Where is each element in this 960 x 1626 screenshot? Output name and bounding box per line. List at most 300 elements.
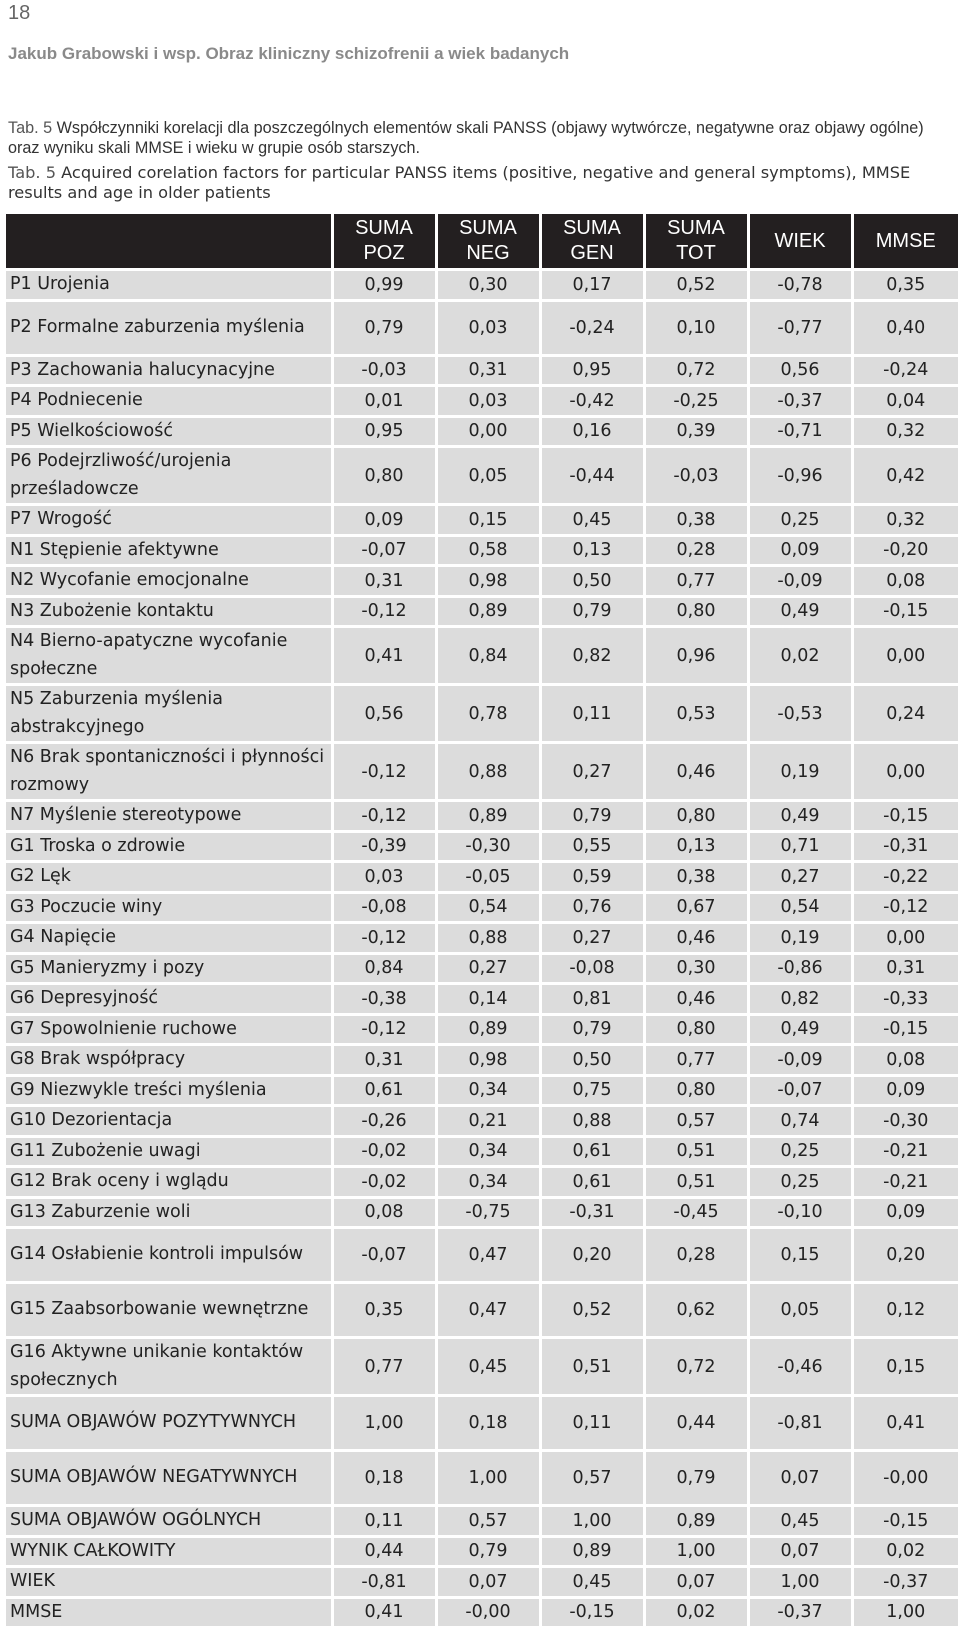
table-row bbox=[6, 743, 958, 801]
cell-value: 0,79 bbox=[540, 1014, 644, 1045]
cell-value: 0,61 bbox=[332, 1075, 436, 1106]
cell-value: 0,50 bbox=[540, 566, 644, 597]
cell-value: 0,38 bbox=[644, 505, 748, 536]
cell-value: 0,00 bbox=[436, 416, 540, 447]
cell-value: 0,28 bbox=[644, 535, 748, 566]
table-row bbox=[6, 1536, 958, 1567]
cell-value: -0,08 bbox=[332, 892, 436, 923]
table-row bbox=[6, 447, 958, 505]
table-row bbox=[6, 1075, 958, 1106]
header-cell-empty bbox=[6, 214, 332, 270]
cell-value: 0,35 bbox=[332, 1283, 436, 1338]
row-label: G9 Niezwykle treści myślenia bbox=[6, 1075, 332, 1106]
cell-value: 0,04 bbox=[852, 386, 958, 417]
cell-value: 0,51 bbox=[540, 1338, 644, 1396]
cell-value: 0,11 bbox=[540, 685, 644, 743]
cell-value: 0,77 bbox=[332, 1338, 436, 1396]
cell-value: -0,37 bbox=[852, 1567, 958, 1598]
cell-value: -0,24 bbox=[540, 300, 644, 355]
cell-value: 0,01 bbox=[332, 386, 436, 417]
header-suma-tot: SUMA TOT bbox=[644, 214, 748, 270]
cell-value: 0,02 bbox=[748, 627, 852, 685]
cell-value: 0,20 bbox=[540, 1228, 644, 1283]
cell-value: -0,12 bbox=[332, 801, 436, 832]
cell-value: 0,17 bbox=[540, 270, 644, 301]
cell-value: -0,37 bbox=[748, 1597, 852, 1626]
cell-value: -0,15 bbox=[852, 801, 958, 832]
cell-value: 0,44 bbox=[332, 1536, 436, 1567]
cell-value: 0,02 bbox=[852, 1536, 958, 1567]
cell-value: 0,79 bbox=[540, 596, 644, 627]
cell-value: 0,76 bbox=[540, 892, 644, 923]
cell-value: 0,27 bbox=[540, 743, 644, 801]
correlation-table bbox=[6, 214, 958, 1626]
cell-value: 0,80 bbox=[644, 1014, 748, 1045]
cell-value: -0,03 bbox=[644, 447, 748, 505]
cell-value: 0,24 bbox=[852, 685, 958, 743]
cell-value: 0,13 bbox=[540, 535, 644, 566]
cell-value: 0,32 bbox=[852, 505, 958, 536]
cell-value: 0,54 bbox=[436, 892, 540, 923]
cell-value: 0,40 bbox=[852, 300, 958, 355]
cell-value: 0,27 bbox=[748, 862, 852, 893]
cell-value: -0,46 bbox=[748, 1338, 852, 1396]
row-label: G7 Spowolnienie ruchowe bbox=[6, 1014, 332, 1045]
table-row bbox=[6, 505, 958, 536]
cell-value: 0,19 bbox=[748, 743, 852, 801]
cell-value: 0,77 bbox=[644, 1045, 748, 1076]
cell-value: 0,31 bbox=[332, 566, 436, 597]
cell-value: 0,95 bbox=[332, 416, 436, 447]
table-row bbox=[6, 1567, 958, 1598]
row-label: G12 Brak oceny i wglądu bbox=[6, 1167, 332, 1198]
cell-value: 1,00 bbox=[748, 1567, 852, 1598]
cell-value: 0,09 bbox=[852, 1075, 958, 1106]
cell-value: -0,12 bbox=[332, 1014, 436, 1045]
cell-value: 0,12 bbox=[852, 1283, 958, 1338]
cell-value: 0,07 bbox=[436, 1567, 540, 1598]
cell-value: -0,96 bbox=[748, 447, 852, 505]
table-row bbox=[6, 1136, 958, 1167]
cell-value: -0,37 bbox=[748, 386, 852, 417]
cell-value: 0,41 bbox=[332, 627, 436, 685]
table-row bbox=[6, 627, 958, 685]
cell-value: -0,15 bbox=[852, 596, 958, 627]
cell-value: 0,84 bbox=[332, 953, 436, 984]
cell-value: 0,57 bbox=[540, 1451, 644, 1506]
cell-value: 0,34 bbox=[436, 1136, 540, 1167]
row-label: N5 Zaburzenia myślenia abstrakcyjnego bbox=[6, 685, 332, 743]
cell-value: 0,79 bbox=[436, 1536, 540, 1567]
cell-value: 0,25 bbox=[748, 1136, 852, 1167]
cell-value: 0,62 bbox=[644, 1283, 748, 1338]
cell-value: -0,77 bbox=[748, 300, 852, 355]
cell-value: 0,51 bbox=[644, 1136, 748, 1167]
cell-value: 0,89 bbox=[436, 596, 540, 627]
table-row bbox=[6, 300, 958, 355]
cell-value: -0,30 bbox=[852, 1106, 958, 1137]
cell-value: 0,34 bbox=[436, 1167, 540, 1198]
header-suma-gen: SUMA GEN bbox=[540, 214, 644, 270]
row-label: N6 Brak spontaniczności i płynności rozmowy bbox=[6, 743, 332, 801]
row-label: G10 Dezorientacja bbox=[6, 1106, 332, 1137]
row-label: G16 Aktywne unikanie kontaktów społecznych bbox=[6, 1338, 332, 1396]
cell-value: 0,39 bbox=[644, 416, 748, 447]
cell-value: 0,08 bbox=[852, 1045, 958, 1076]
cell-value: 0,07 bbox=[748, 1536, 852, 1567]
cell-value: -0,39 bbox=[332, 831, 436, 862]
table-caption-english bbox=[8, 163, 954, 203]
cell-value: 0,75 bbox=[540, 1075, 644, 1106]
cell-value: 0,80 bbox=[644, 1075, 748, 1106]
cell-value: -0,81 bbox=[748, 1396, 852, 1451]
cell-value: -0,07 bbox=[332, 535, 436, 566]
table-row bbox=[6, 984, 958, 1015]
cell-value: -0,25 bbox=[644, 386, 748, 417]
cell-value: 0,10 bbox=[644, 300, 748, 355]
cell-value: 0,28 bbox=[644, 1228, 748, 1283]
cell-value: 0,35 bbox=[852, 270, 958, 301]
cell-value: 0,38 bbox=[644, 862, 748, 893]
cell-value: 0,82 bbox=[540, 627, 644, 685]
cell-value: 0,74 bbox=[748, 1106, 852, 1137]
caption-lead: Tab. 5 bbox=[8, 163, 56, 182]
page-number: 18 bbox=[8, 2, 31, 24]
row-label: SUMA OBJAWÓW OGÓLNYCH bbox=[6, 1506, 332, 1537]
cell-value: 0,72 bbox=[644, 355, 748, 386]
table-row bbox=[6, 1451, 958, 1506]
table-row bbox=[6, 270, 958, 301]
cell-value: 0,61 bbox=[540, 1167, 644, 1198]
cell-value: 0,07 bbox=[644, 1567, 748, 1598]
cell-value: -0,21 bbox=[852, 1167, 958, 1198]
row-label: P3 Zachowania halucynacyjne bbox=[6, 355, 332, 386]
cell-value: 0,25 bbox=[748, 1167, 852, 1198]
table-row bbox=[6, 1106, 958, 1137]
row-label: N7 Myślenie stereotypowe bbox=[6, 801, 332, 832]
cell-value: 0,51 bbox=[644, 1167, 748, 1198]
cell-value: 0,27 bbox=[436, 953, 540, 984]
cell-value: -0,12 bbox=[332, 923, 436, 954]
cell-value: 0,53 bbox=[644, 685, 748, 743]
cell-value: -0,75 bbox=[436, 1197, 540, 1228]
row-label: G3 Poczucie winy bbox=[6, 892, 332, 923]
row-label: G1 Troska o zdrowie bbox=[6, 831, 332, 862]
cell-value: 0,67 bbox=[644, 892, 748, 923]
cell-value: -0,38 bbox=[332, 984, 436, 1015]
cell-value: 0,80 bbox=[332, 447, 436, 505]
cell-value: 0,45 bbox=[748, 1506, 852, 1537]
cell-value: 0,00 bbox=[852, 743, 958, 801]
cell-value: 0,46 bbox=[644, 743, 748, 801]
cell-value: -0,12 bbox=[332, 596, 436, 627]
cell-value: 0,20 bbox=[852, 1228, 958, 1283]
cell-value: 1,00 bbox=[644, 1536, 748, 1567]
table-row bbox=[6, 831, 958, 862]
table-row bbox=[6, 1338, 958, 1396]
cell-value: -0,26 bbox=[332, 1106, 436, 1137]
cell-value: 0,49 bbox=[748, 801, 852, 832]
cell-value: 0,89 bbox=[540, 1536, 644, 1567]
cell-value: -0,00 bbox=[852, 1451, 958, 1506]
cell-value: 0,31 bbox=[436, 355, 540, 386]
cell-value: 0,45 bbox=[436, 1338, 540, 1396]
row-label: P2 Formalne zaburzenia myślenia bbox=[6, 300, 332, 355]
row-label: SUMA OBJAWÓW NEGATYWNYCH bbox=[6, 1451, 332, 1506]
cell-value: 0,79 bbox=[644, 1451, 748, 1506]
cell-value: 0,09 bbox=[852, 1197, 958, 1228]
table-row bbox=[6, 1045, 958, 1076]
cell-value: -0,81 bbox=[332, 1567, 436, 1598]
cell-value: 0,61 bbox=[540, 1136, 644, 1167]
cell-value: 0,88 bbox=[540, 1106, 644, 1137]
cell-value: 0,44 bbox=[644, 1396, 748, 1451]
cell-value: 0,32 bbox=[852, 416, 958, 447]
table-row bbox=[6, 953, 958, 984]
cell-value: 0,98 bbox=[436, 566, 540, 597]
cell-value: 0,30 bbox=[436, 270, 540, 301]
table-row bbox=[6, 1167, 958, 1198]
cell-value: 0,80 bbox=[644, 801, 748, 832]
caption-text: Acquired corelation factors for particular PANSS items (positive, negative and general symptoms), MMSE results and age in older patients bbox=[8, 163, 911, 202]
row-label: MMSE bbox=[6, 1597, 332, 1626]
table-row bbox=[6, 355, 958, 386]
row-label: N1 Stępienie afektywne bbox=[6, 535, 332, 566]
cell-value: -0,00 bbox=[436, 1597, 540, 1626]
row-label: G4 Napięcie bbox=[6, 923, 332, 954]
cell-value: 0,11 bbox=[332, 1506, 436, 1537]
cell-value: -0,45 bbox=[644, 1197, 748, 1228]
cell-value: -0,31 bbox=[852, 831, 958, 862]
cell-value: 0,00 bbox=[852, 923, 958, 954]
cell-value: 0,02 bbox=[644, 1597, 748, 1626]
row-label: P6 Podejrzliwość/urojenia prześladowcze bbox=[6, 447, 332, 505]
table-row bbox=[6, 596, 958, 627]
table-row bbox=[6, 923, 958, 954]
cell-value: 0,77 bbox=[644, 566, 748, 597]
cell-value: 0,13 bbox=[644, 831, 748, 862]
caption-text: Współczynniki korelacji dla poszczególnych elementów skali PANSS (objawy wytwórcze, negatywne oraz objawy ogólne) oraz wyniku skali MMSE i wieku w grupie osób starszych. bbox=[8, 119, 924, 157]
cell-value: 0,47 bbox=[436, 1228, 540, 1283]
cell-value: 0,11 bbox=[540, 1396, 644, 1451]
table-caption-polish bbox=[8, 118, 954, 158]
cell-value: 0,47 bbox=[436, 1283, 540, 1338]
cell-value: 0,56 bbox=[332, 685, 436, 743]
cell-value: 0,55 bbox=[540, 831, 644, 862]
cell-value: 0,59 bbox=[540, 862, 644, 893]
cell-value: -0,31 bbox=[540, 1197, 644, 1228]
cell-value: 0,14 bbox=[436, 984, 540, 1015]
row-label: P7 Wrogość bbox=[6, 505, 332, 536]
cell-value: -0,10 bbox=[748, 1197, 852, 1228]
cell-value: -0,44 bbox=[540, 447, 644, 505]
table-row bbox=[6, 1597, 958, 1626]
cell-value: 0,88 bbox=[436, 743, 540, 801]
header-wiek: WIEK bbox=[748, 214, 852, 270]
table-row bbox=[6, 685, 958, 743]
cell-value: 0,45 bbox=[540, 1567, 644, 1598]
header-row bbox=[6, 214, 958, 270]
row-label: G13 Zaburzenie woli bbox=[6, 1197, 332, 1228]
cell-value: -0,53 bbox=[748, 685, 852, 743]
cell-value: 0,05 bbox=[436, 447, 540, 505]
table-row bbox=[6, 1506, 958, 1537]
cell-value: -0,22 bbox=[852, 862, 958, 893]
cell-value: 0,41 bbox=[332, 1597, 436, 1626]
cell-value: 0,18 bbox=[332, 1451, 436, 1506]
table-row bbox=[6, 416, 958, 447]
cell-value: 0,21 bbox=[436, 1106, 540, 1137]
cell-value: 0,57 bbox=[436, 1506, 540, 1537]
cell-value: 0,45 bbox=[540, 505, 644, 536]
cell-value: 0,09 bbox=[748, 535, 852, 566]
cell-value: 0,05 bbox=[748, 1283, 852, 1338]
row-label: N3 Zubożenie kontaktu bbox=[6, 596, 332, 627]
row-label: G14 Osłabienie kontroli impulsów bbox=[6, 1228, 332, 1283]
caption-lead: Tab. 5 bbox=[8, 119, 53, 137]
row-label: G15 Zaabsorbowanie wewnętrzne bbox=[6, 1283, 332, 1338]
cell-value: 0,03 bbox=[436, 386, 540, 417]
cell-value: 0,71 bbox=[748, 831, 852, 862]
cell-value: 0,46 bbox=[644, 923, 748, 954]
cell-value: -0,02 bbox=[332, 1167, 436, 1198]
row-label: G6 Depresyjność bbox=[6, 984, 332, 1015]
cell-value: 0,42 bbox=[852, 447, 958, 505]
cell-value: 0,56 bbox=[748, 355, 852, 386]
table-row bbox=[6, 1014, 958, 1045]
cell-value: 0,19 bbox=[748, 923, 852, 954]
row-label: G2 Lęk bbox=[6, 862, 332, 893]
cell-value: 0,15 bbox=[852, 1338, 958, 1396]
cell-value: 0,82 bbox=[748, 984, 852, 1015]
cell-value: 0,58 bbox=[436, 535, 540, 566]
cell-value: -0,21 bbox=[852, 1136, 958, 1167]
cell-value: 1,00 bbox=[540, 1506, 644, 1537]
cell-value: -0,78 bbox=[748, 270, 852, 301]
cell-value: -0,33 bbox=[852, 984, 958, 1015]
cell-value: 0,27 bbox=[540, 923, 644, 954]
cell-value: 0,79 bbox=[540, 801, 644, 832]
cell-value: 0,99 bbox=[332, 270, 436, 301]
running-head: Jakub Grabowski i wsp. Obraz kliniczny schizofrenii a wiek badanych bbox=[8, 44, 570, 63]
cell-value: 0,49 bbox=[748, 1014, 852, 1045]
cell-value: 0,34 bbox=[436, 1075, 540, 1106]
cell-value: -0,03 bbox=[332, 355, 436, 386]
cell-value: 0,08 bbox=[332, 1197, 436, 1228]
row-label: WIEK bbox=[6, 1567, 332, 1598]
header-suma-poz: SUMA POZ bbox=[332, 214, 436, 270]
cell-value: 0,81 bbox=[540, 984, 644, 1015]
table-row bbox=[6, 801, 958, 832]
row-label: SUMA OBJAWÓW POZYTYWNYCH bbox=[6, 1396, 332, 1451]
row-label: P5 Wielkościowość bbox=[6, 416, 332, 447]
cell-value: 0,98 bbox=[436, 1045, 540, 1076]
row-label: WYNIK CAŁKOWITY bbox=[6, 1536, 332, 1567]
cell-value: 0,89 bbox=[644, 1506, 748, 1537]
cell-value: 0,00 bbox=[852, 627, 958, 685]
cell-value: 0,49 bbox=[748, 596, 852, 627]
cell-value: 0,80 bbox=[644, 596, 748, 627]
cell-value: 0,30 bbox=[644, 953, 748, 984]
row-label: G8 Brak współpracy bbox=[6, 1045, 332, 1076]
cell-value: 0,89 bbox=[436, 1014, 540, 1045]
row-label: P1 Urojenia bbox=[6, 270, 332, 301]
cell-value: 0,15 bbox=[748, 1228, 852, 1283]
cell-value: -0,08 bbox=[540, 953, 644, 984]
cell-value: -0,05 bbox=[436, 862, 540, 893]
cell-value: -0,12 bbox=[852, 892, 958, 923]
header-mmse: MMSE bbox=[852, 214, 958, 270]
cell-value: -0,09 bbox=[748, 1045, 852, 1076]
header-suma-neg: SUMA NEG bbox=[436, 214, 540, 270]
row-label: G11 Zubożenie uwagi bbox=[6, 1136, 332, 1167]
cell-value: -0,15 bbox=[852, 1506, 958, 1537]
cell-value: 0,41 bbox=[852, 1396, 958, 1451]
table-row bbox=[6, 1197, 958, 1228]
cell-value: 0,50 bbox=[540, 1045, 644, 1076]
table-row bbox=[6, 386, 958, 417]
table-row bbox=[6, 566, 958, 597]
cell-value: -0,09 bbox=[748, 566, 852, 597]
cell-value: 0,96 bbox=[644, 627, 748, 685]
cell-value: 0,52 bbox=[644, 270, 748, 301]
cell-value: -0,07 bbox=[748, 1075, 852, 1106]
cell-value: 1,00 bbox=[332, 1396, 436, 1451]
cell-value: 0,07 bbox=[748, 1451, 852, 1506]
cell-value: -0,86 bbox=[748, 953, 852, 984]
row-label: P4 Podniecenie bbox=[6, 386, 332, 417]
cell-value: 0,25 bbox=[748, 505, 852, 536]
cell-value: 0,72 bbox=[644, 1338, 748, 1396]
table-row bbox=[6, 1228, 958, 1283]
cell-value: -0,15 bbox=[540, 1597, 644, 1626]
cell-value: 0,03 bbox=[332, 862, 436, 893]
cell-value: 0,16 bbox=[540, 416, 644, 447]
cell-value: -0,15 bbox=[852, 1014, 958, 1045]
cell-value: 0,89 bbox=[436, 801, 540, 832]
cell-value: 0,79 bbox=[332, 300, 436, 355]
cell-value: 0,09 bbox=[332, 505, 436, 536]
cell-value: 0,15 bbox=[436, 505, 540, 536]
table-row bbox=[6, 892, 958, 923]
cell-value: 0,18 bbox=[436, 1396, 540, 1451]
cell-value: 0,46 bbox=[644, 984, 748, 1015]
cell-value: 0,03 bbox=[436, 300, 540, 355]
cell-value: -0,71 bbox=[748, 416, 852, 447]
cell-value: 0,31 bbox=[852, 953, 958, 984]
cell-value: 1,00 bbox=[852, 1597, 958, 1626]
cell-value: 1,00 bbox=[436, 1451, 540, 1506]
cell-value: -0,07 bbox=[332, 1228, 436, 1283]
cell-value: 0,52 bbox=[540, 1283, 644, 1338]
table-row bbox=[6, 535, 958, 566]
row-label: G5 Manieryzmy i pozy bbox=[6, 953, 332, 984]
table-row bbox=[6, 862, 958, 893]
cell-value: 0,95 bbox=[540, 355, 644, 386]
cell-value: 0,57 bbox=[644, 1106, 748, 1137]
cell-value: -0,24 bbox=[852, 355, 958, 386]
cell-value: 0,88 bbox=[436, 923, 540, 954]
cell-value: -0,20 bbox=[852, 535, 958, 566]
table-row bbox=[6, 1396, 958, 1451]
row-label: N2 Wycofanie emocjonalne bbox=[6, 566, 332, 597]
cell-value: -0,02 bbox=[332, 1136, 436, 1167]
cell-value: 0,31 bbox=[332, 1045, 436, 1076]
cell-value: -0,30 bbox=[436, 831, 540, 862]
cell-value: -0,12 bbox=[332, 743, 436, 801]
cell-value: -0,42 bbox=[540, 386, 644, 417]
cell-value: 0,84 bbox=[436, 627, 540, 685]
